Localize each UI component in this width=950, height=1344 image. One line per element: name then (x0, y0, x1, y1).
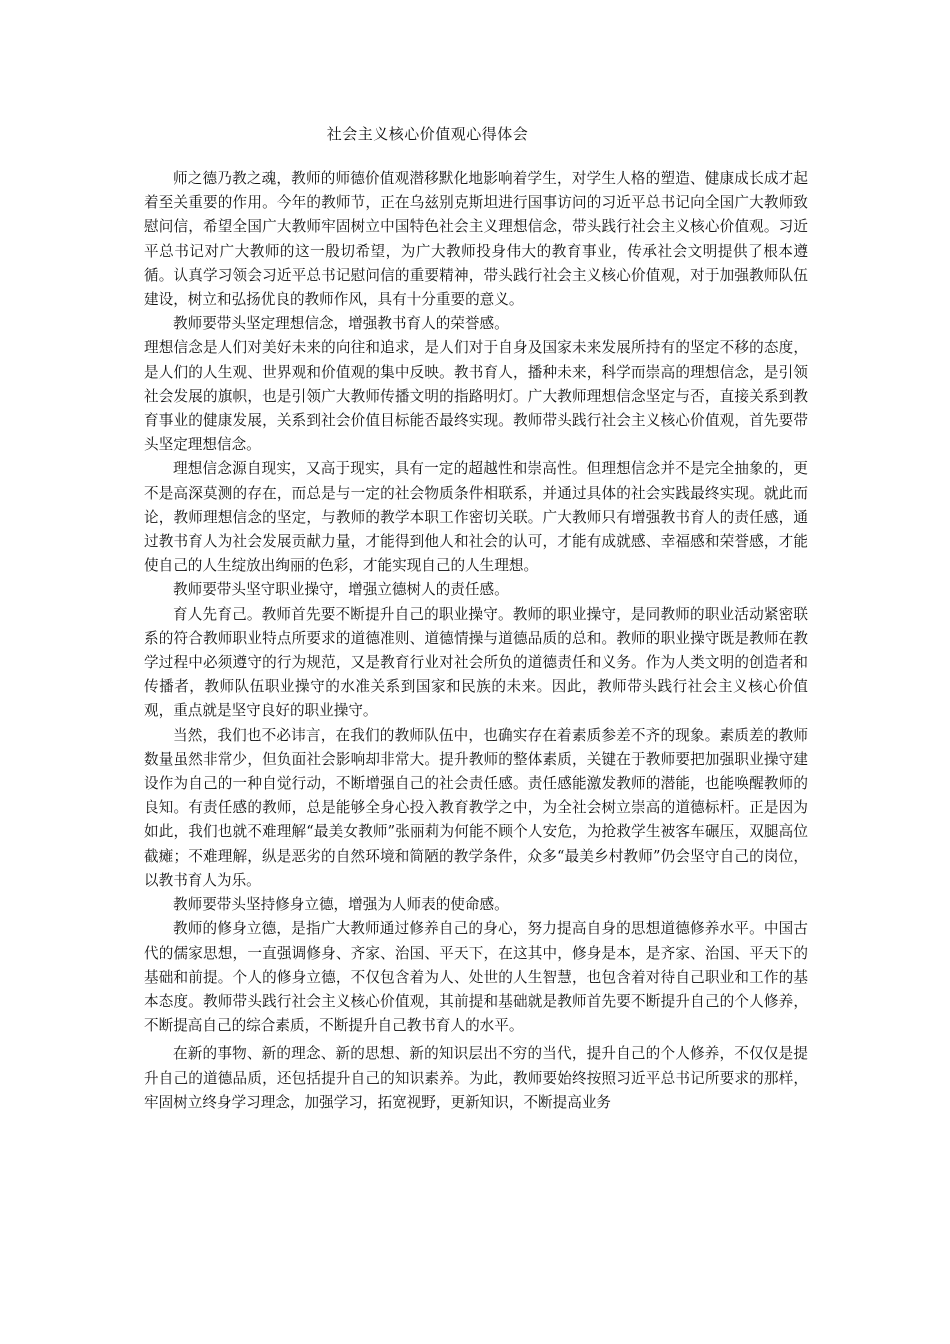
paragraph: 育人先育己。教师首先要不断提升自己的职业操守。教师的职业操守，是同教师的职业活动紧密联系的符合教师职业特点所要求的道德准则、道德情操与道德品质的总和。教师的职业操守既是教师在教学过程中必须遵守的行为规范，又是教育行业对社会所负的道德责任和义务。作为人类文明的创造者和传播者，教师队伍职业操守的水准关系到国家和民族的未来。因此，教师带头践行社会主义核心价值观，重点就是坚守良好的职业操守。 (144, 605, 808, 720)
paragraph: 理想信念是人们对美好未来的向往和追求，是人们对于自身及国家未来发展所持有的坚定不移的态度，是人们的人生观、世界观和价值观的集中反映。教书育人，播种未来，科学而崇高的理想信念，是引领社会发展的旗帜，也是引领广大教师传播文明的指路明灯。广大教师理想信念坚定与否，直接关系到教育事业的健康发展，关系到社会价值目标能否最终实现。教师带头践行社会主义核心价值观，首先要带头坚定理想信念。 (144, 339, 808, 454)
document-title: 社会主义核心价值观心得体会 (326, 125, 529, 143)
paragraph: 教师要带头坚守职业操守，增强立德树人的责任感。 (173, 581, 509, 599)
paragraph: 师之德乃教之魂，教师的师德价值观潜移默化地影响着学生，对学生人格的塑造、健康成长成才起着至关重要的作用。今年的教师节，正在乌兹别克斯坦进行国事访问的习近平总书记向全国广大教师致慰问信，希望全国广大教师牢固树立中国特色社会主义理想信念，带头践行社会主义核心价值观。习近平总书记对广大教师的这一殷切希望，为广大教师投身伟大的教育事业，传承社会文明提供了根本遵循。认真学习领会习近平总书记慰问信的重要精神，带头践行社会主义核心价值观，对于加强教师队伍建设，树立和弘扬优良的教师作风，具有十分重要的意义。 (144, 170, 808, 309)
paragraph: 在新的事物、新的理念、新的思想、新的知识层出不穷的当代，提升自己的个人修养，不仅仅是提升自己的道德品质，还包括提升自己的知识素养。为此，教师要始终按照习近平总书记所要求的那样，牢固树立终身学习理念，加强学习，拓宽视野，更新知识，不断提高业务 (144, 1045, 808, 1111)
paragraph: 教师要带头坚定理想信念，增强教书育人的荣誉感。 (173, 315, 509, 333)
paragraph: 教师的修身立德，是指广大教师通过修养自己的身心，努力提高自身的思想道德修养水平。中国古代的儒家思想，一直强调修身、齐家、治国、平天下，在这其中，修身是本，是齐家、治国、平天下的基础和前提。个人的修身立德，不仅包含着为人、处世的人生智慧，也包含着对待自己职业和工作的基本态度。教师带头践行社会主义核心价值观，其前提和基础就是教师首先要不断提升自己的个人修养，不断提高自己的综合素质，不断提升自己教书育人的水平。 (144, 920, 808, 1035)
paragraph: 理想信念源自现实，又高于现实，具有一定的超越性和崇高性。但理想信念并不是完全抽象的，更不是高深莫测的存在，而总是与一定的社会物质条件相联系，并通过具体的社会实践最终实现。就此而论，教师理想信念的坚定，与教师的教学本职工作密切关联。广大教师只有增强教书育人的责任感，通过教书育人为社会发展贡献力量，才能得到他人和社会的认可，才能有成就感、幸福感和荣誉感，才能使自己的人生绽放出绚丽的色彩，才能实现自己的人生理想。 (144, 460, 808, 575)
paragraph: 当然，我们也不必讳言，在我们的教师队伍中，也确实存在着素质参差不齐的现象。素质差的教师数量虽然非常少，但负面社会影响却非常大。提升教师的整体素质，关键在于教师要把加强职业操守建设作为自己的一种自觉行动，不断增强自己的社会责任感。责任感能激发教师的潜能，也能唤醒教师的良知。有责任感的教师，总是能够全身心投入教育教学之中，为全社会树立崇高的道德标杆。正是因为如此，我们也就不难理解“最美女教师”张丽莉为何能不顾个人安危，为抢救学生被客车碾压，双腿高位截瘫；不难理解，纵是恶劣的自然环境和简陋的教学条件，众多“最美乡村教师”仍会坚守自己的岗位，以教书育人为乐。 (144, 726, 808, 889)
document-body (144, 167, 808, 1115)
paragraph: 教师要带头坚持修身立德，增强为人师表的使命感。 (173, 896, 509, 914)
